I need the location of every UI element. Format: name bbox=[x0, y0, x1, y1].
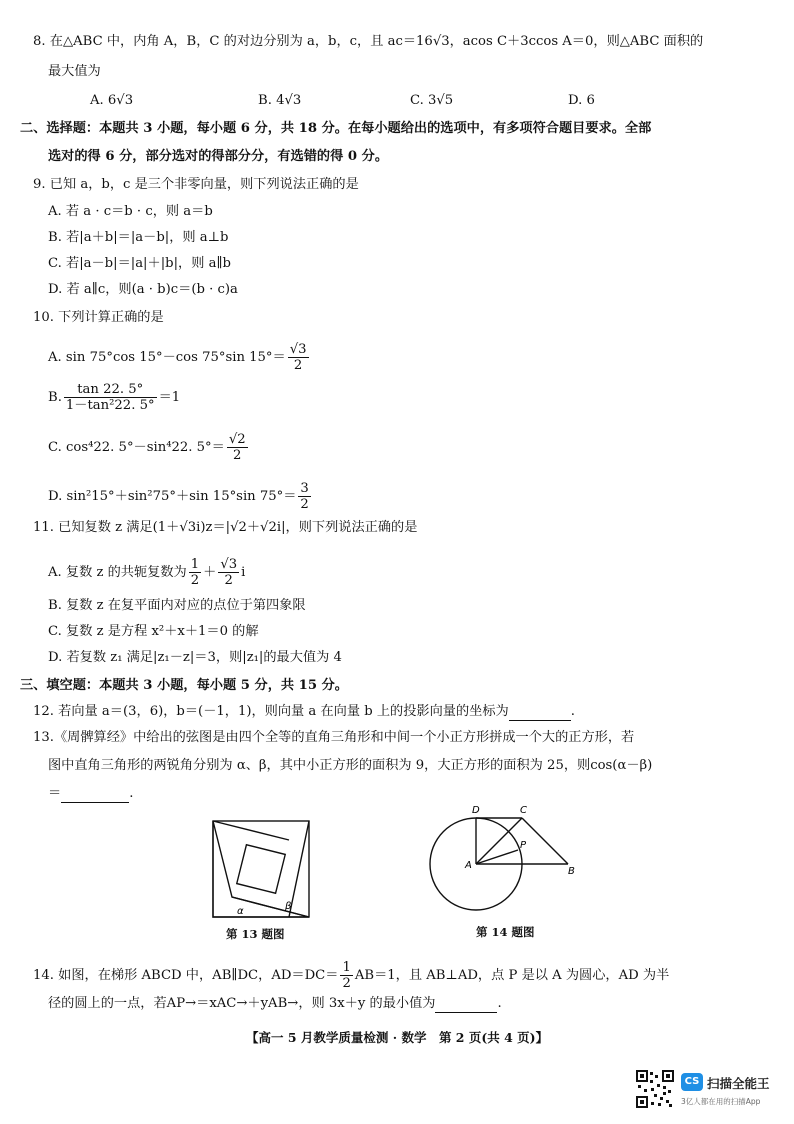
q11-stem: 11. 已知复数 z 满足(1＋√3i)z＝|√2＋√2i|，则下列说法正确的是 bbox=[33, 520, 418, 535]
figure14-label-a: A bbox=[465, 860, 472, 871]
qr-code-icon bbox=[636, 1070, 674, 1108]
figure14-label-b: B bbox=[568, 866, 575, 877]
q14-line1-left: 14. 如图，在梯形 ABCD 中，AB∥DC，AD＝DC＝ bbox=[33, 968, 339, 983]
q14-fraction-numerator: 1 bbox=[342, 960, 351, 975]
figure13-outer-square bbox=[213, 821, 309, 917]
q10-option-a-denominator: 2 bbox=[293, 358, 303, 373]
page-footer: 【高一 5 月教学质量检测 · 数学 第 2 页(共 4 页)】 bbox=[246, 1030, 549, 1045]
q10-option-b-result: ＝1 bbox=[158, 390, 181, 405]
q10-option-b-fraction bbox=[64, 382, 157, 413]
q10-option-a-fraction bbox=[288, 342, 309, 373]
q11-option-a bbox=[48, 557, 245, 588]
q13-line2: 图中直角三角形的两锐角分别为 α、β，其中小正方形的面积为 9，大正方形的面积为 25，则cos(α－β) bbox=[48, 758, 653, 773]
q12-text bbox=[33, 703, 575, 721]
q13-equals: ＝ bbox=[48, 786, 62, 801]
q10-option-c-text: C. cos⁴22. 5°－sin⁴22. 5°＝ bbox=[48, 440, 225, 455]
q8-stem-line2: 最大值为 bbox=[48, 64, 101, 79]
q9-option-c: C. 若|a－b|＝|a|＋|b|，则 a∥b bbox=[48, 256, 231, 271]
q10-option-d-text: D. sin²15°＋sin²75°＋sin 15°sin 75°＝ bbox=[48, 489, 297, 504]
q10-option-d-denominator: 2 bbox=[300, 497, 309, 512]
q11-option-a-numerator2: √3 bbox=[220, 557, 238, 572]
figure13-diagram bbox=[205, 813, 317, 925]
q14-answer-blank bbox=[435, 998, 497, 1013]
figure14-diagram bbox=[420, 800, 590, 930]
q12-stem: 12. 若向量 a＝(3，6)，b＝(－1，1)，则向量 a 在向量 b 上的投影向量的坐标为 bbox=[33, 704, 509, 719]
figure14-caption: 第 14 题图 bbox=[476, 925, 535, 939]
q10-option-c-fraction bbox=[227, 432, 248, 463]
q10-option-a-numerator: √3 bbox=[289, 342, 307, 357]
q14-line2 bbox=[48, 995, 502, 1013]
q9-option-d: D. 若 a∥c，则(a · b)c＝(b · c)a bbox=[48, 282, 238, 297]
q8-option-d: D. 6 bbox=[568, 93, 595, 108]
q9-option-b: B. 若|a＋b|＝|a－b|，则 a⊥b bbox=[48, 230, 229, 245]
figure13-line-top bbox=[213, 821, 289, 840]
q10-option-d-fraction bbox=[298, 481, 310, 512]
figure13-beta-label: β bbox=[285, 901, 292, 912]
camscanner-tagline: 3亿人都在用的扫描App bbox=[681, 1097, 761, 1106]
q10-option-c bbox=[48, 432, 250, 463]
q13-answer-blank bbox=[61, 788, 129, 803]
section3-heading: 三、填空题：本题共 3 小题，每小题 5 分，共 15 分。 bbox=[20, 678, 348, 693]
figure14-label-d: D bbox=[472, 805, 480, 816]
q14-line2-text: 径的圆上的一点，若AP→＝xAC→＋yAB→，则 3x＋y 的最小值为 bbox=[48, 996, 436, 1011]
q10-option-a bbox=[48, 342, 311, 373]
q10-option-d bbox=[48, 481, 313, 512]
q10-stem: 10. 下列计算正确的是 bbox=[33, 310, 164, 325]
q12-answer-blank bbox=[509, 706, 571, 721]
q11-option-a-fraction1 bbox=[189, 557, 201, 588]
q11-option-a-denominator2: 2 bbox=[224, 573, 233, 588]
q8-option-a: A. 6√3 bbox=[90, 93, 134, 108]
q10-option-b bbox=[48, 382, 180, 413]
qr-code-graphic bbox=[636, 1070, 674, 1108]
q10-option-b-numerator: tan 22. 5° bbox=[64, 382, 157, 398]
q9-stem: 9. 已知 a，b，c 是三个非零向量，则下列说法正确的是 bbox=[33, 177, 359, 192]
q8-option-b: B. 4√3 bbox=[258, 93, 302, 108]
q13-line1: 13.《周髀算经》中给出的弦图是由四个全等的直角三角形和中间一个小正方形拼成一个大的正方形，若 bbox=[33, 730, 635, 745]
q11-option-c: C. 复数 z 是方程 x²＋x＋1＝0 的解 bbox=[48, 624, 259, 639]
q13-line3 bbox=[48, 785, 133, 803]
q13-tail: . bbox=[129, 786, 134, 801]
q14-line1-right: AB＝1，且 AB⊥AD，点 P 是以 A 为圆心，AD 为半 bbox=[354, 968, 670, 983]
section2-heading-line2: 选对的得 6 分，部分选对的得部分分，有选错的得 0 分。 bbox=[48, 149, 389, 164]
camscanner-logo-icon: CS bbox=[681, 1073, 703, 1091]
q10-option-a-text: A. sin 75°cos 15°－cos 75°sin 15°＝ bbox=[48, 350, 286, 365]
q11-option-a-plus: ＋ bbox=[203, 565, 217, 580]
section2-heading-line1: 二、选择题：本题共 3 小题，每小题 6 分，共 18 分。在每小题给出的选项中，有多项符合题目要求。全部 bbox=[20, 121, 652, 136]
q12-tail: . bbox=[570, 704, 575, 719]
q14-fraction-denominator: 2 bbox=[342, 976, 351, 991]
q11-option-b: B. 复数 z 在复平面内对应的点位于第四象限 bbox=[48, 598, 306, 613]
q11-option-a-text: A. 复数 z 的共轭复数为 bbox=[48, 565, 187, 580]
q11-option-a-numerator1: 1 bbox=[190, 557, 200, 572]
figure14-label-c: C bbox=[520, 805, 527, 816]
figure14-label-p: P bbox=[520, 840, 527, 851]
q10-option-c-denominator: 2 bbox=[233, 448, 242, 463]
figure13-triangle-left bbox=[213, 821, 309, 917]
q11-option-d: D. 若复数 z₁ 满足|z₁－z|＝3，则|z₁|的最大值为 4 bbox=[48, 650, 342, 665]
q11-option-a-denominator1: 2 bbox=[190, 573, 200, 588]
q11-option-a-tail: i bbox=[241, 565, 246, 580]
q10-option-d-numerator: 3 bbox=[300, 481, 309, 496]
q10-option-b-denominator: 1－tan²22. 5° bbox=[65, 398, 155, 413]
figure13-alpha-label: α bbox=[237, 906, 244, 917]
figure14-segment-cb bbox=[522, 818, 568, 864]
q10-option-b-label: B. bbox=[48, 390, 62, 405]
figure13-line-right bbox=[289, 821, 309, 917]
q14-tail: . bbox=[497, 996, 502, 1011]
figure13-inner-square bbox=[237, 845, 285, 893]
q14-fraction bbox=[340, 960, 352, 991]
camscanner-app-name: 扫描全能王 bbox=[707, 1076, 770, 1091]
q8-stem-line1: 8. 在△ABC 中，内角 A，B，C 的对边分别为 a，b，c，且 ac＝16√3，acos C＋3ccos A＝0，则△ABC 面积的 bbox=[33, 34, 704, 49]
q11-option-a-fraction2 bbox=[218, 557, 239, 588]
q8-option-c: C. 3√5 bbox=[410, 93, 454, 108]
q9-option-a: A. 若 a · c＝b · c，则 a＝b bbox=[48, 204, 213, 219]
q10-option-c-numerator: √2 bbox=[228, 432, 246, 447]
q14-line1 bbox=[33, 960, 669, 991]
figure13-caption: 第 13 题图 bbox=[226, 927, 285, 941]
